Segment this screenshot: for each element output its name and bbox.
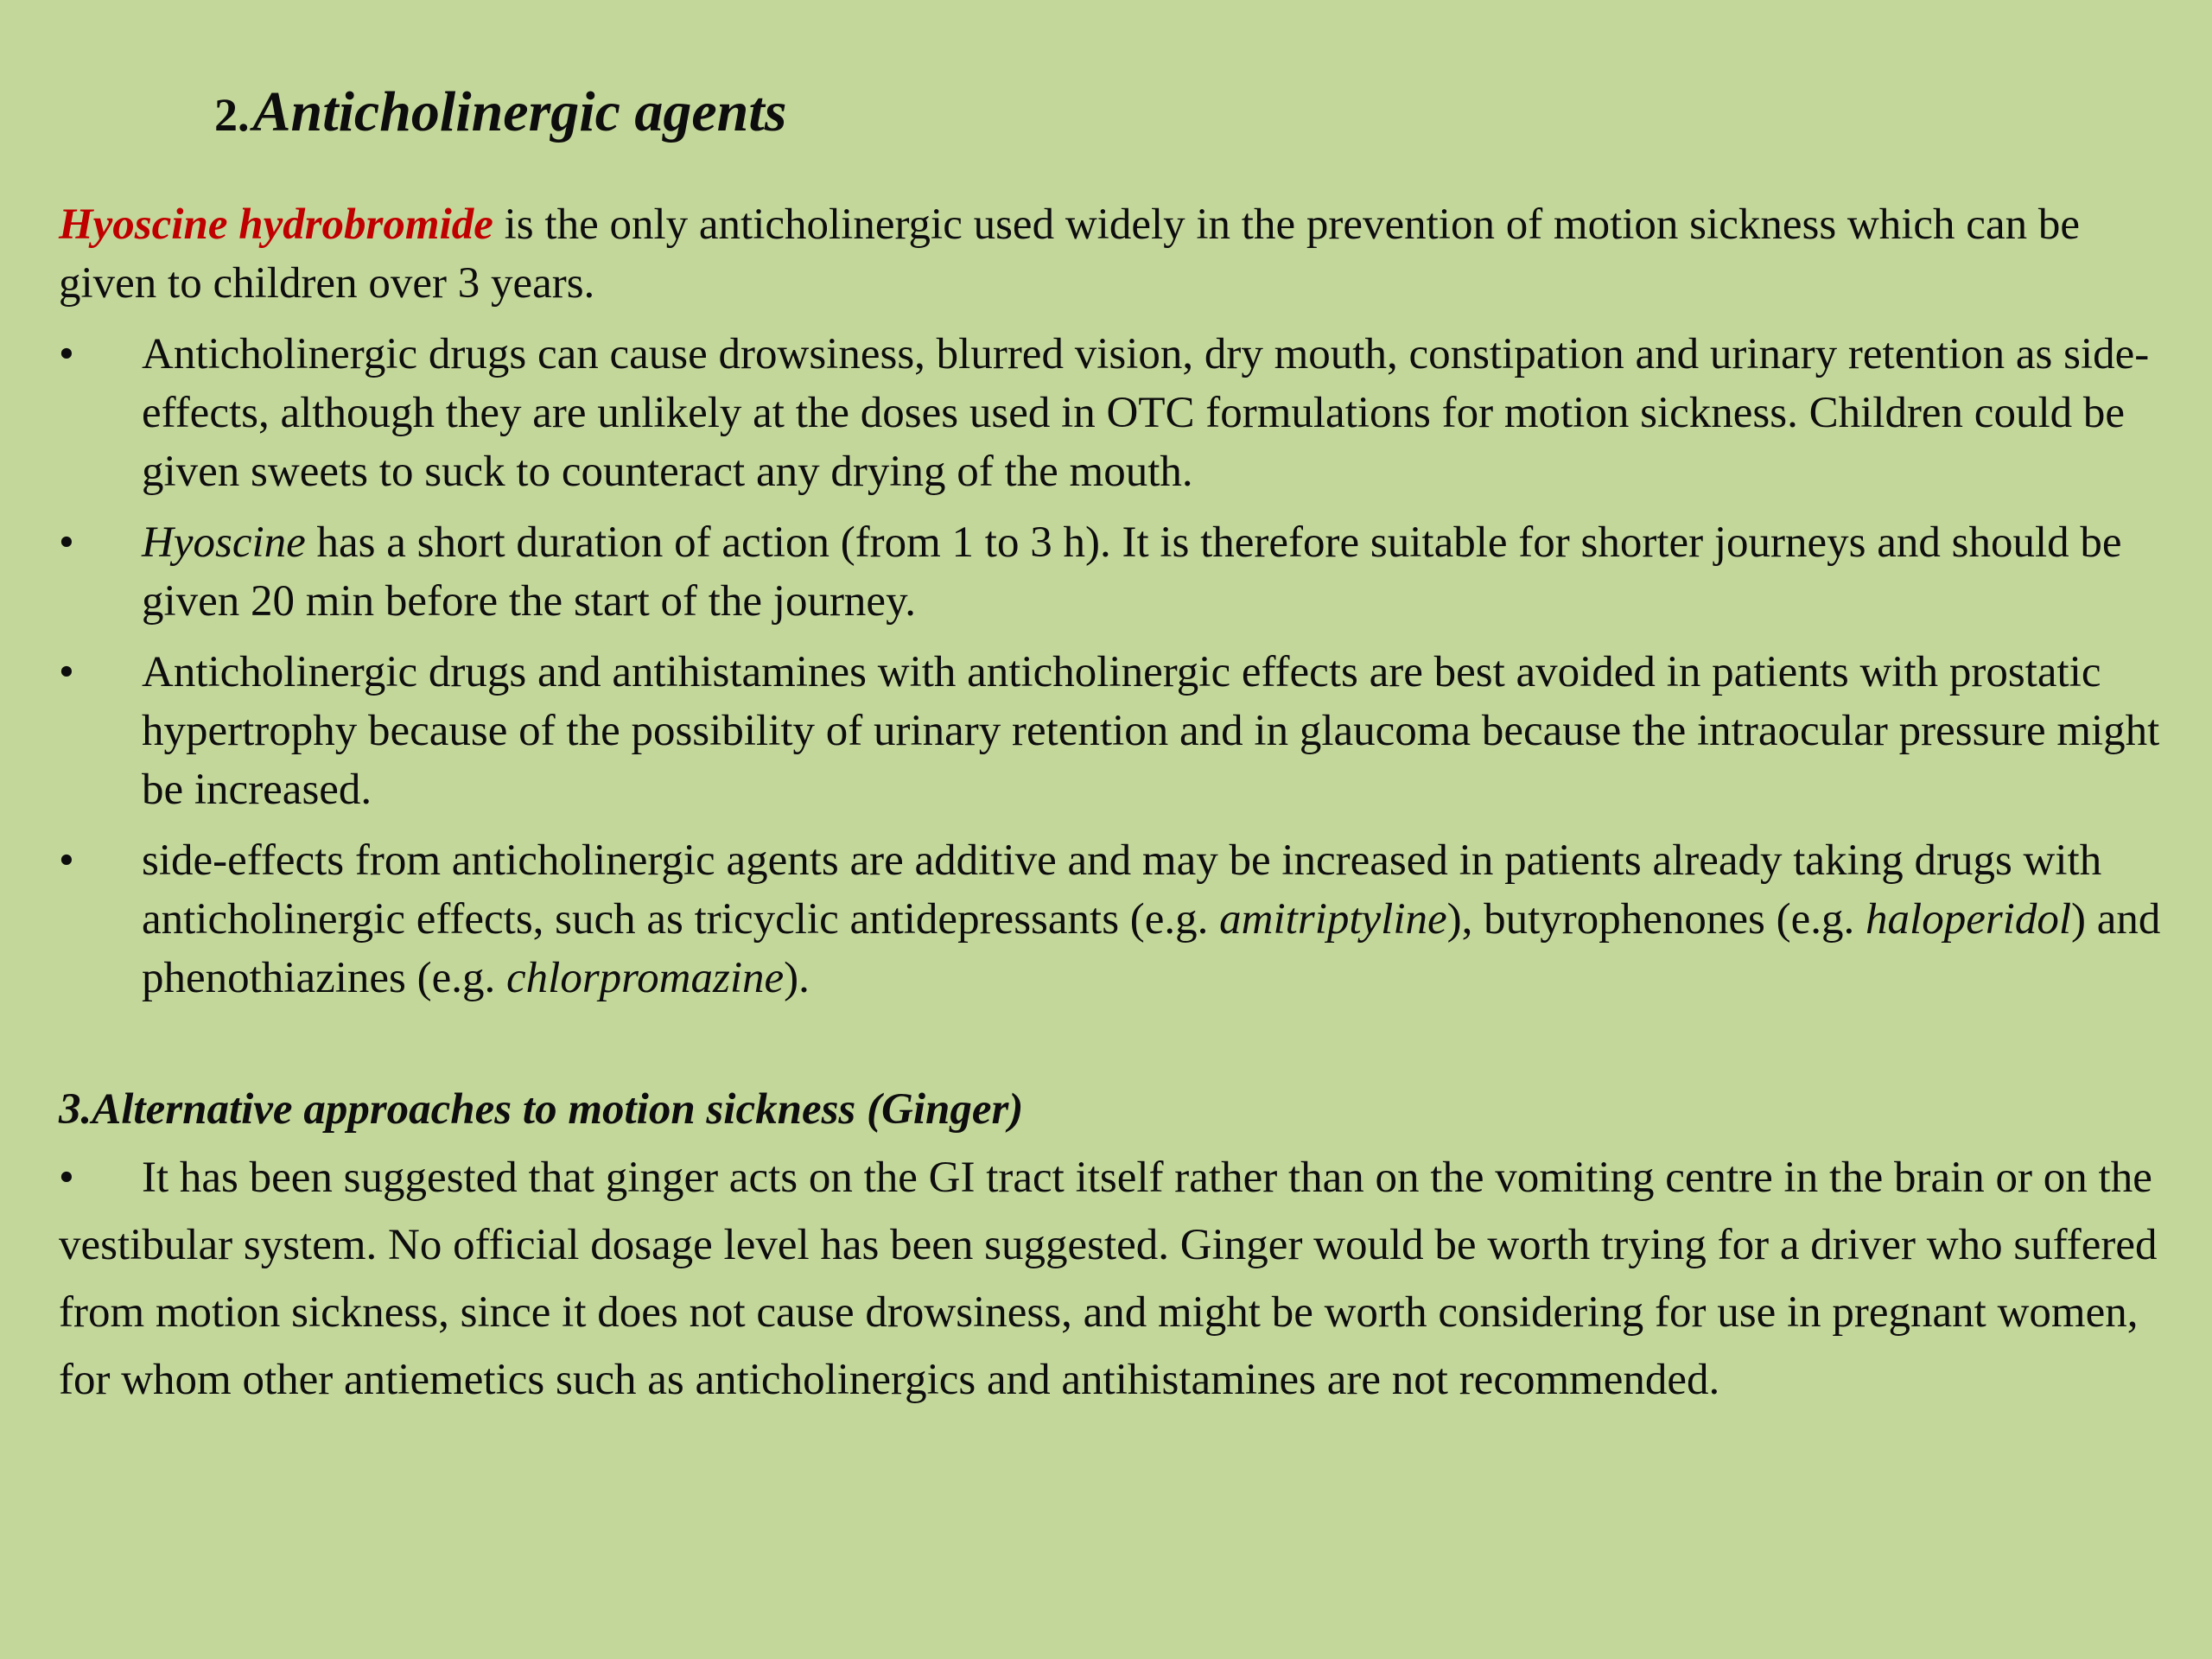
section-2-title: Anticholinergic agents	[252, 80, 787, 143]
bullet-item-interactions	[59, 831, 2167, 1007]
bullet-list	[59, 325, 2167, 1007]
bullet-item-contraindications	[59, 643, 2167, 819]
section-3-title: 3.Alternative approaches to motion sickness (Ginger)	[59, 1085, 1024, 1134]
bullet-text: side-effects from anticholinergic agents are additive and may be increased in patients already taking drugs with anticholinergic effects, such as tricyclic antidepressants (e.g.	[142, 836, 2102, 944]
bullet-item-duration	[59, 513, 2167, 631]
drug-haloperidol: haloperidol	[1866, 895, 2072, 944]
ginger-paragraph	[59, 1144, 2167, 1414]
bullet-text: Anticholinergic drugs and antihistamines with anticholinergic effects are best avoided in patients with prostatic hypertrophy because of the possibility of urinary retention and in glaucoma because the intraocular pressure might be increased.	[142, 648, 2160, 814]
drug-amitriptyline: amitriptyline	[1219, 895, 1447, 944]
content-body	[59, 195, 2167, 1414]
bullet-text: ) and phenothiazines (e.g.	[142, 895, 2161, 1002]
bullet-icon: •	[59, 330, 74, 378]
bullet-icon: •	[59, 518, 74, 567]
intro-paragraph	[59, 195, 2167, 313]
intro-text: is the only anticholinergic used widely in the prevention of motion sickness which can be given to children over 3 years.	[59, 200, 2080, 308]
section-2-number: 2.	[214, 89, 250, 141]
section-spacer	[59, 1020, 2167, 1080]
section-2-heading	[214, 79, 786, 145]
bullet-text: has a short duration of action (from 1 to 3 h). It is therefore suitable for shorter journeys and should be given 20 min before the start of the journey.	[142, 518, 2122, 626]
bullet-icon: •	[59, 1154, 74, 1202]
hyoscine-hydrobromide-term: Hyoscine hydrobromide	[59, 200, 493, 249]
ginger-text: It has been suggested that ginger acts on the GI tract itself rather than on the vomiting centre in the brain or on the vestibular system. No official dosage level has been suggested. Ginger would be worth trying for a driver who suffered from motion sickness, since it does not cause drowsiness, and might be worth considering for use in pregnant women, for whom other antiemetics such as anticholinergics and antihistamines are not recommended.	[59, 1154, 2158, 1404]
bullet-icon: •	[59, 648, 74, 696]
bullet-icon: •	[59, 836, 74, 885]
bullet-text: ), butyrophenones (e.g.	[1446, 895, 1866, 944]
drug-chlorpromazine: chlorpromazine	[506, 954, 785, 1002]
bullet-text: Anticholinergic drugs can cause drowsiness, blurred vision, dry mouth, constipation and urinary retention as side-effects, although they are unlikely at the doses used in OTC formulations for motion sickness. Children could be given sweets to suck to counteract any drying of the mouth.	[142, 330, 2150, 496]
hyoscine-term: Hyoscine	[142, 518, 306, 567]
bullet-text: ).	[784, 954, 810, 1002]
bullet-item-side-effects	[59, 325, 2167, 501]
